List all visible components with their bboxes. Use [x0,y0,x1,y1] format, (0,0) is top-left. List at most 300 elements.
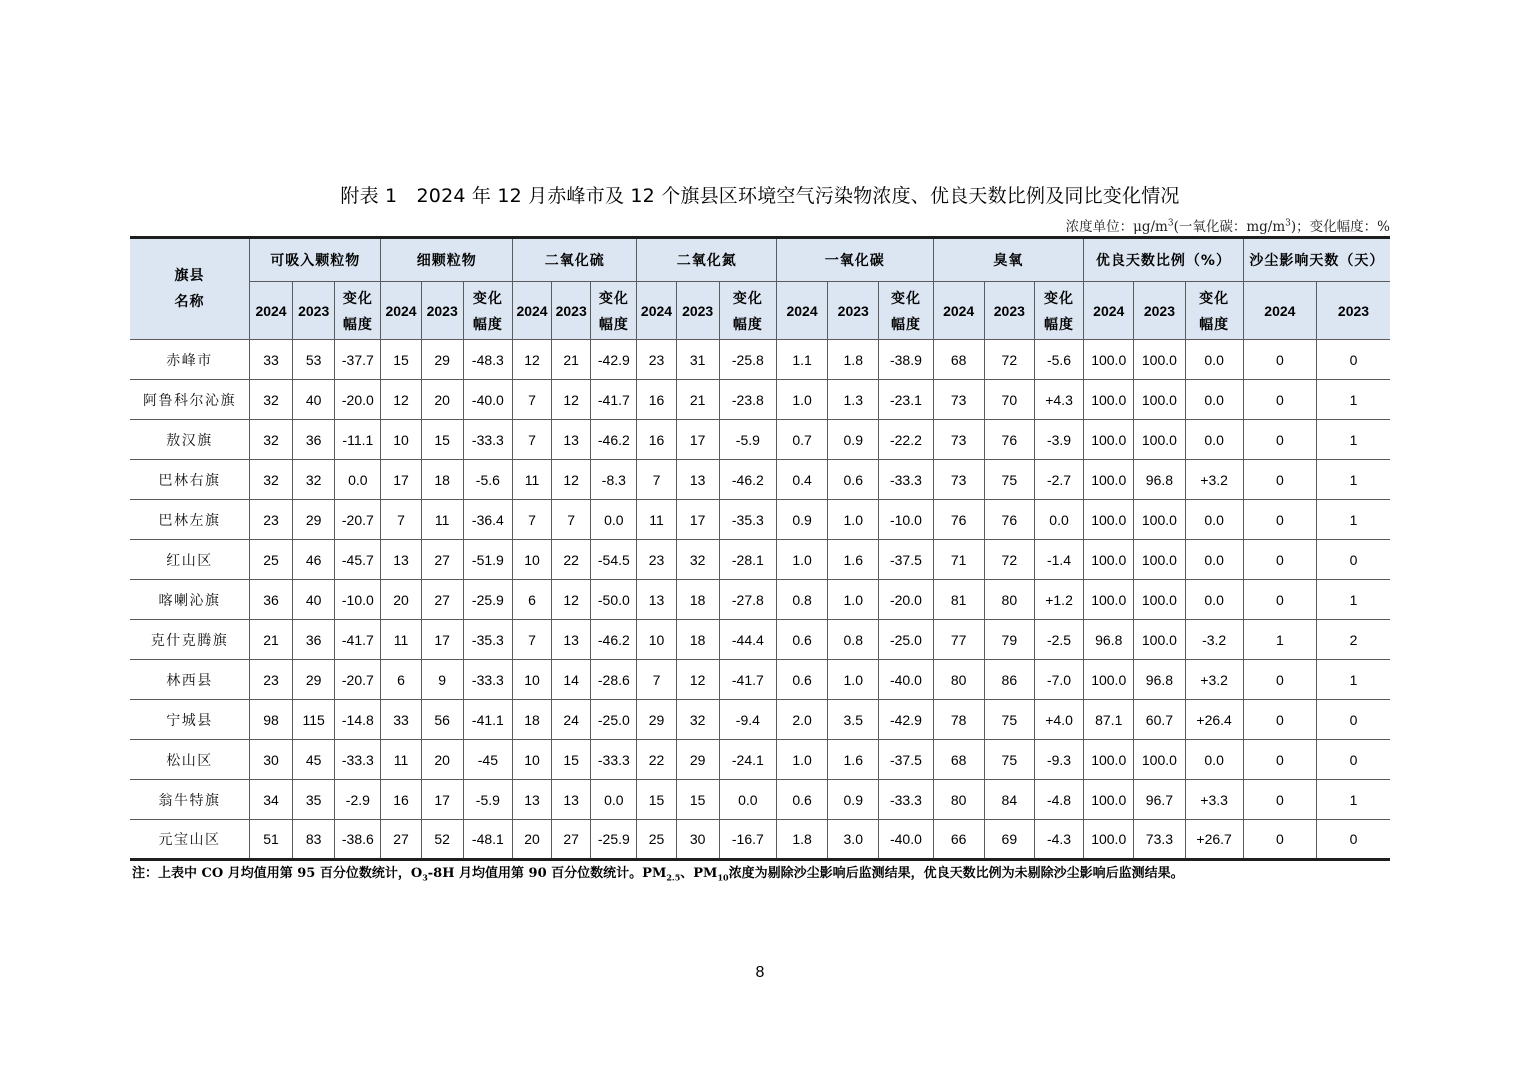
value-cell: 0 [1317,820,1390,860]
footnote: 注：上表中 CO 月均值用第 95 百分位数统计，$O_3-8H$ 月均值用第 90 百分位数统计。$PM_{2.5}$、$PM_{10}$浓度为剔除沙尘影响后监测结果，优良天数比例为未剔除沙尘影响后监测结果。 [132,866,1184,883]
value-cell: 23 [637,540,676,580]
value-cell: -33.3 [463,660,512,700]
change-header: 变化 幅度 [463,282,512,340]
value-cell: 32 [249,460,292,500]
group-header: 可吸入颗粒物 [249,238,381,282]
value-cell: 76 [984,500,1034,540]
value-cell: 0 [1243,740,1316,780]
value-cell: 100.0 [1084,500,1134,540]
value-cell: 80 [933,660,984,700]
value-cell: -33.3 [879,460,933,500]
value-cell: 73 [933,420,984,460]
value-cell: 11 [381,620,421,660]
value-cell: 0.6 [776,660,827,700]
value-cell: 100.0 [1134,380,1185,420]
value-cell: 75 [984,700,1034,740]
table-row [130,620,1390,660]
value-cell: 100.0 [1084,780,1134,820]
value-cell: 100.0 [1134,580,1185,620]
value-cell: -24.1 [719,740,776,780]
value-cell: 46 [293,540,335,580]
units-note: 浓度单位：$\mu g/m^3$(一氧化碳：$mg/m^3$)；变化幅度：% [1065,218,1390,235]
value-cell: -37.7 [335,340,381,380]
group-header: 臭氧 [933,238,1084,282]
value-cell: -20.7 [335,500,381,540]
value-cell: 1.0 [828,580,879,620]
value-cell: 30 [249,740,292,780]
value-cell: 72 [984,540,1034,580]
table-row [130,780,1390,820]
value-cell: 7 [512,500,551,540]
value-cell: 20 [421,380,463,420]
value-cell: 0.0 [1034,500,1083,540]
value-cell: 27 [421,580,463,620]
value-cell: 13 [552,420,591,460]
value-cell: 24 [552,700,591,740]
value-cell: -50.0 [591,580,637,620]
value-cell: 100.0 [1084,580,1134,620]
value-cell: 6 [512,580,551,620]
table-row [130,460,1390,500]
value-cell: -41.7 [335,620,381,660]
value-cell: -41.7 [719,660,776,700]
value-cell: 32 [293,460,335,500]
value-cell: -5.6 [463,460,512,500]
value-cell: -11.1 [335,420,381,460]
value-cell: 32 [249,420,292,460]
value-cell: 0.8 [828,620,879,660]
year-2024-header: 2024 [776,282,827,340]
value-cell: 100.0 [1084,820,1134,860]
value-cell: 87.1 [1084,700,1134,740]
table-row [130,340,1390,380]
value-cell: +3.2 [1185,660,1243,700]
change-header: 变化 幅度 [335,282,381,340]
value-cell: 0.0 [591,500,637,540]
value-cell: 0.9 [828,780,879,820]
table-row [130,380,1390,420]
value-cell: 15 [552,740,591,780]
value-cell: 77 [933,620,984,660]
value-cell: -45 [463,740,512,780]
value-cell: 56 [421,700,463,740]
value-cell: +3.3 [1185,780,1243,820]
value-cell: 96.8 [1134,660,1185,700]
value-cell: -33.3 [463,420,512,460]
group-header: 一氧化碳 [776,238,933,282]
value-cell: 68 [933,340,984,380]
value-cell: 73.3 [1134,820,1185,860]
value-cell: 0.0 [1185,740,1243,780]
value-cell: -5.6 [1034,340,1083,380]
value-cell: 3.5 [828,700,879,740]
value-cell: 10 [512,660,551,700]
value-cell: 80 [984,580,1034,620]
change-header: 变化 幅度 [1034,282,1083,340]
value-cell: 25 [249,540,292,580]
value-cell: 51 [249,820,292,860]
value-cell: 0.9 [828,420,879,460]
value-cell: 11 [421,500,463,540]
value-cell: 100.0 [1134,420,1185,460]
value-cell: 7 [552,500,591,540]
value-cell: -28.6 [591,660,637,700]
value-cell: 72 [984,340,1034,380]
value-cell: 7 [512,420,551,460]
value-cell: 96.8 [1084,620,1134,660]
value-cell: 21 [249,620,292,660]
value-cell: 30 [676,820,719,860]
change-header: 变化 幅度 [879,282,933,340]
value-cell: 115 [293,700,335,740]
value-cell: 29 [676,740,719,780]
value-cell: 27 [381,820,421,860]
value-cell: -27.8 [719,580,776,620]
value-cell: 2 [1317,620,1390,660]
year-2023-header: 2023 [552,282,591,340]
value-cell: 13 [381,540,421,580]
value-cell: -20.0 [879,580,933,620]
value-cell: 27 [421,540,463,580]
value-cell: 29 [293,660,335,700]
value-cell: 78 [933,700,984,740]
value-cell: -20.0 [335,380,381,420]
county-name-cell: 巴林左旗 [130,500,249,540]
value-cell: 83 [293,820,335,860]
value-cell: -16.7 [719,820,776,860]
value-cell: 1.0 [776,380,827,420]
value-cell: 1 [1317,660,1390,700]
year-2024-header: 2024 [512,282,551,340]
value-cell: 17 [381,460,421,500]
group-header: 二氧化硫 [512,238,636,282]
header-row-groups [130,238,1390,282]
value-cell: -40.0 [879,660,933,700]
value-cell: 0 [1243,540,1316,580]
value-cell: 1.0 [776,740,827,780]
value-cell: -41.7 [591,380,637,420]
value-cell: +3.2 [1185,460,1243,500]
value-cell: 9 [421,660,463,700]
value-cell: 96.8 [1134,460,1185,500]
table-row [130,580,1390,620]
value-cell: 0.0 [1185,500,1243,540]
year-2023-header: 2023 [421,282,463,340]
value-cell: 1.3 [828,380,879,420]
county-name-cell: 红山区 [130,540,249,580]
value-cell: -3.2 [1185,620,1243,660]
value-cell: 100.0 [1134,740,1185,780]
value-cell: 96.7 [1134,780,1185,820]
value-cell: 12 [552,580,591,620]
table-row [130,500,1390,540]
value-cell: 0.6 [776,620,827,660]
value-cell: 100.0 [1084,340,1134,380]
value-cell: 36 [293,420,335,460]
group-header: 沙尘影响天数（天） [1243,238,1390,282]
value-cell: 86 [984,660,1034,700]
value-cell: 12 [676,660,719,700]
value-cell: 73 [933,460,984,500]
change-header: 变化 幅度 [591,282,637,340]
value-cell: 15 [421,420,463,460]
value-cell: 0 [1243,780,1316,820]
value-cell: -20.7 [335,660,381,700]
county-name-cell: 翁牛特旗 [130,780,249,820]
county-name-cell: 阿鲁科尔沁旗 [130,380,249,420]
value-cell: 32 [676,700,719,740]
year-2023-header: 2023 [676,282,719,340]
value-cell: 52 [421,820,463,860]
value-cell: -48.3 [463,340,512,380]
value-cell: 29 [293,500,335,540]
value-cell: -35.3 [719,500,776,540]
value-cell: -10.0 [879,500,933,540]
value-cell: 100.0 [1134,340,1185,380]
value-cell: 17 [421,780,463,820]
year-2024-header: 2024 [381,282,421,340]
value-cell: -8.3 [591,460,637,500]
value-cell: 1.8 [828,340,879,380]
value-cell: 81 [933,580,984,620]
value-cell: 2.0 [776,700,827,740]
value-cell: -3.9 [1034,420,1083,460]
value-cell: 1.0 [828,660,879,700]
value-cell: -37.5 [879,540,933,580]
value-cell: 15 [676,780,719,820]
value-cell: -40.0 [463,380,512,420]
value-cell: -28.1 [719,540,776,580]
value-cell: 0 [1317,340,1390,380]
value-cell: 0 [1243,660,1316,700]
value-cell: 100.0 [1084,460,1134,500]
value-cell: 18 [676,620,719,660]
value-cell: +4.0 [1034,700,1083,740]
value-cell: 17 [421,620,463,660]
value-cell: 0.4 [776,460,827,500]
value-cell: 7 [637,660,676,700]
value-cell: 10 [512,740,551,780]
value-cell: 33 [249,340,292,380]
value-cell: 0 [1317,740,1390,780]
value-cell: 7 [637,460,676,500]
year-2024-header: 2024 [249,282,292,340]
value-cell: 0.0 [1185,340,1243,380]
value-cell: -38.9 [879,340,933,380]
value-cell: 70 [984,380,1034,420]
value-cell: 0.0 [719,780,776,820]
value-cell: 10 [381,420,421,460]
value-cell: 17 [676,500,719,540]
value-cell: 71 [933,540,984,580]
value-cell: 22 [552,540,591,580]
value-cell: 100.0 [1084,420,1134,460]
value-cell: 7 [512,620,551,660]
county-name-cell: 松山区 [130,740,249,780]
value-cell: 29 [637,700,676,740]
value-cell: 36 [293,620,335,660]
value-cell: 100.0 [1134,540,1185,580]
value-cell: 18 [512,700,551,740]
value-cell: 23 [637,340,676,380]
value-cell: 0.0 [1185,420,1243,460]
value-cell: 11 [381,740,421,780]
value-cell: -10.0 [335,580,381,620]
value-cell: +26.7 [1185,820,1243,860]
value-cell: 0.0 [335,460,381,500]
value-cell: 23 [249,660,292,700]
change-header: 变化 幅度 [719,282,776,340]
value-cell: 25 [637,820,676,860]
value-cell: 0 [1243,340,1316,380]
value-cell: 6 [381,660,421,700]
year-2024-header: 2024 [933,282,984,340]
value-cell: -46.2 [591,420,637,460]
county-name-cell: 喀喇沁旗 [130,580,249,620]
value-cell: -4.3 [1034,820,1083,860]
value-cell: 15 [637,780,676,820]
value-cell: 13 [552,780,591,820]
value-cell: -5.9 [463,780,512,820]
value-cell: -38.6 [335,820,381,860]
value-cell: -2.7 [1034,460,1083,500]
value-cell: -4.8 [1034,780,1083,820]
value-cell: 15 [381,340,421,380]
value-cell: 27 [552,820,591,860]
value-cell: -33.3 [335,740,381,780]
value-cell: 23 [249,500,292,540]
value-cell: 11 [512,460,551,500]
value-cell: 100.0 [1084,380,1134,420]
value-cell: 13 [676,460,719,500]
value-cell: 29 [421,340,463,380]
value-cell: 0.7 [776,420,827,460]
value-cell: 0.0 [1185,540,1243,580]
year-2023-header: 2023 [1317,282,1390,340]
value-cell: 40 [293,380,335,420]
value-cell: 1.1 [776,340,827,380]
year-2023-header: 2023 [293,282,335,340]
value-cell: 0 [1243,460,1316,500]
value-cell: 100.0 [1134,500,1185,540]
value-cell: 80 [933,780,984,820]
value-cell: 100.0 [1084,660,1134,700]
value-cell: -44.4 [719,620,776,660]
value-cell: 1 [1317,780,1390,820]
value-cell: 84 [984,780,1034,820]
value-cell: 98 [249,700,292,740]
value-cell: 18 [421,460,463,500]
value-cell: 0 [1243,820,1316,860]
value-cell: 16 [637,420,676,460]
value-cell: -37.5 [879,740,933,780]
group-header: 二氧化氮 [637,238,777,282]
value-cell: 32 [676,540,719,580]
value-cell: 1.0 [828,500,879,540]
value-cell: -46.2 [591,620,637,660]
table-row [130,660,1390,700]
value-cell: 69 [984,820,1034,860]
value-cell: -45.7 [335,540,381,580]
year-2024-header: 2024 [637,282,676,340]
value-cell: 75 [984,460,1034,500]
value-cell: 1.6 [828,740,879,780]
value-cell: -35.3 [463,620,512,660]
value-cell: -51.9 [463,540,512,580]
county-name-cell: 克什克腾旗 [130,620,249,660]
value-cell: 1.8 [776,820,827,860]
value-cell: 21 [552,340,591,380]
group-header: 细颗粒物 [381,238,513,282]
value-cell: -25.9 [463,580,512,620]
value-cell: -2.9 [335,780,381,820]
table-title: 附表 1 2024 年 12 月赤峰市及 12 个旗县区环境空气污染物浓度、优良天数比例及同比变化情况 [340,185,1180,207]
value-cell: 53 [293,340,335,380]
value-cell: -14.8 [335,700,381,740]
value-cell: 7 [512,380,551,420]
value-cell: -25.8 [719,340,776,380]
value-cell: 68 [933,740,984,780]
value-cell: 31 [676,340,719,380]
value-cell: 0 [1243,500,1316,540]
value-cell: 13 [637,580,676,620]
year-2023-header: 2023 [828,282,879,340]
value-cell: 33 [381,700,421,740]
value-cell: -54.5 [591,540,637,580]
value-cell: -40.0 [879,820,933,860]
value-cell: 79 [984,620,1034,660]
county-name-cell: 赤峰市 [130,340,249,380]
value-cell: 12 [552,380,591,420]
value-cell: 0 [1243,580,1316,620]
value-cell: 66 [933,820,984,860]
value-cell: -46.2 [719,460,776,500]
group-header: 优良天数比例（%） [1084,238,1244,282]
value-cell: 21 [676,380,719,420]
value-cell: 1 [1317,500,1390,540]
value-cell: 100.0 [1084,540,1134,580]
value-cell: 76 [933,500,984,540]
value-cell: -42.9 [879,700,933,740]
table-row [130,740,1390,780]
value-cell: 13 [512,780,551,820]
value-cell: -1.4 [1034,540,1083,580]
value-cell: 12 [381,380,421,420]
county-name-header: 旗县 名称 [130,238,249,340]
value-cell: -42.9 [591,340,637,380]
value-cell: 1 [1317,420,1390,460]
value-cell: 0 [1317,540,1390,580]
value-cell: 1 [1317,380,1390,420]
value-cell: 17 [676,420,719,460]
value-cell: 60.7 [1134,700,1185,740]
value-cell: 0 [1243,420,1316,460]
header-row-subcolumns [130,282,1390,340]
county-name-cell: 敖汉旗 [130,420,249,460]
value-cell: 35 [293,780,335,820]
value-cell: 18 [676,580,719,620]
pollutant-table [130,236,1390,861]
value-cell: 11 [637,500,676,540]
value-cell: 45 [293,740,335,780]
value-cell: -48.1 [463,820,512,860]
value-cell: -25.0 [879,620,933,660]
value-cell: 0.0 [591,780,637,820]
value-cell: 1 [1317,460,1390,500]
year-2024-header: 2024 [1243,282,1316,340]
value-cell: -41.1 [463,700,512,740]
value-cell: 16 [637,380,676,420]
